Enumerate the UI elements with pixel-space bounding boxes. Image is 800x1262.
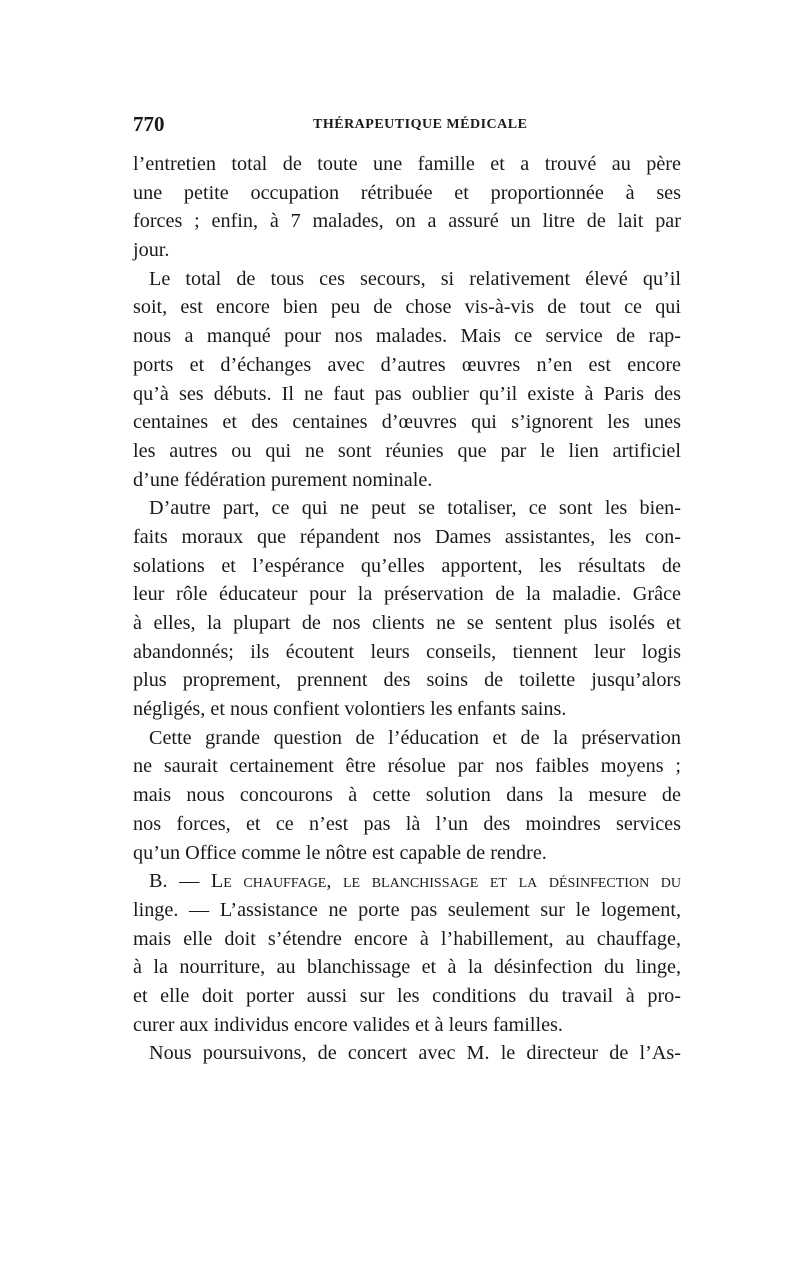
text-line: négligés, et nous confient volontiers les enfants sains. (133, 698, 567, 721)
text-line: qu’un Office comme le nôtre est capable de rendre. (133, 841, 547, 864)
text-line: abandonnés; ils écoutent leurs conseils, tiennent leur logis (133, 640, 681, 663)
text-line: linge. — L’assistance ne porte pas seulement sur le logement, (133, 898, 681, 921)
text-line: d’une fédération purement nominale. (133, 468, 433, 491)
text-line: nos forces, et ce n’est pas là l’un des moindres services (133, 812, 681, 835)
running-header (133, 112, 681, 142)
text-line: jour. (133, 239, 170, 262)
text-line: D’autre part, ce qui ne peut se totaliser, ce sont les bien- (149, 497, 681, 520)
text-line: ne saurait certainement être résolue par nos faibles moyens ; (133, 755, 681, 778)
text-line: plus proprement, prennent des soins de toilette jusqu’alors (133, 669, 681, 692)
body-text (133, 150, 681, 1068)
text-line: solations et l’espérance qu’elles apportent, les résultats de (133, 554, 681, 577)
text-line: leur rôle éducateur pour la préservation de la maladie. Grâce (133, 583, 681, 606)
running-title: THÉRAPEUTIQUE MÉDICALE (313, 117, 528, 132)
text-line: ports et d’échanges avec d’autres œuvres n’en est encore (133, 353, 681, 376)
section-heading-line: B. — Le chauffage, le blanchissage et la désinfection du (149, 870, 681, 893)
text-line: une petite occupation rétribuée et proportionnée à ses (133, 181, 681, 204)
text-line: faits moraux que répandent nos Dames assistantes, les con- (133, 525, 681, 548)
text-line: les autres ou qui ne sont réunies que par le lien artificiel (133, 439, 681, 462)
text-line: qu’à ses débuts. Il ne faut pas oublier qu’il existe à Paris des (133, 382, 681, 405)
page-number: 770 (133, 112, 165, 136)
text-line: forces ; enfin, à 7 malades, on a assuré un litre de lait par (133, 210, 681, 233)
text-line: et elle doit porter aussi sur les conditions du travail à pro- (133, 984, 681, 1007)
text-line: nous a manqué pour nos malades. Mais ce service de rap- (133, 325, 681, 348)
text-line: curer aux individus encore valides et à leurs familles. (133, 1013, 563, 1036)
text-line: mais elle doit s’étendre encore à l’habillement, au chauffage, (133, 927, 681, 950)
text-line: centaines et des centaines d’œuvres qui s’ignorent les unes (133, 411, 681, 434)
text-line: l’entretien total de toute une famille et a trouvé au père (133, 153, 681, 175)
text-line: à elles, la plupart de nos clients ne se sentent plus isolés et (133, 612, 681, 634)
text-line: Nous poursuivons, de concert avec M. le directeur de l’As- (149, 1042, 681, 1065)
text-line: mais nous concourons à cette solution dans la mesure de (133, 784, 681, 807)
text-line: soit, est encore bien peu de chose vis-à-vis de tout ce qui (133, 296, 681, 319)
text-line: Le total de tous ces secours, si relativement élevé qu’il (149, 267, 681, 290)
text-line: Cette grande question de l’éducation et de la préservation (149, 726, 681, 749)
text-line: à la nourriture, au blanchissage et à la désinfection du linge, (133, 956, 681, 979)
